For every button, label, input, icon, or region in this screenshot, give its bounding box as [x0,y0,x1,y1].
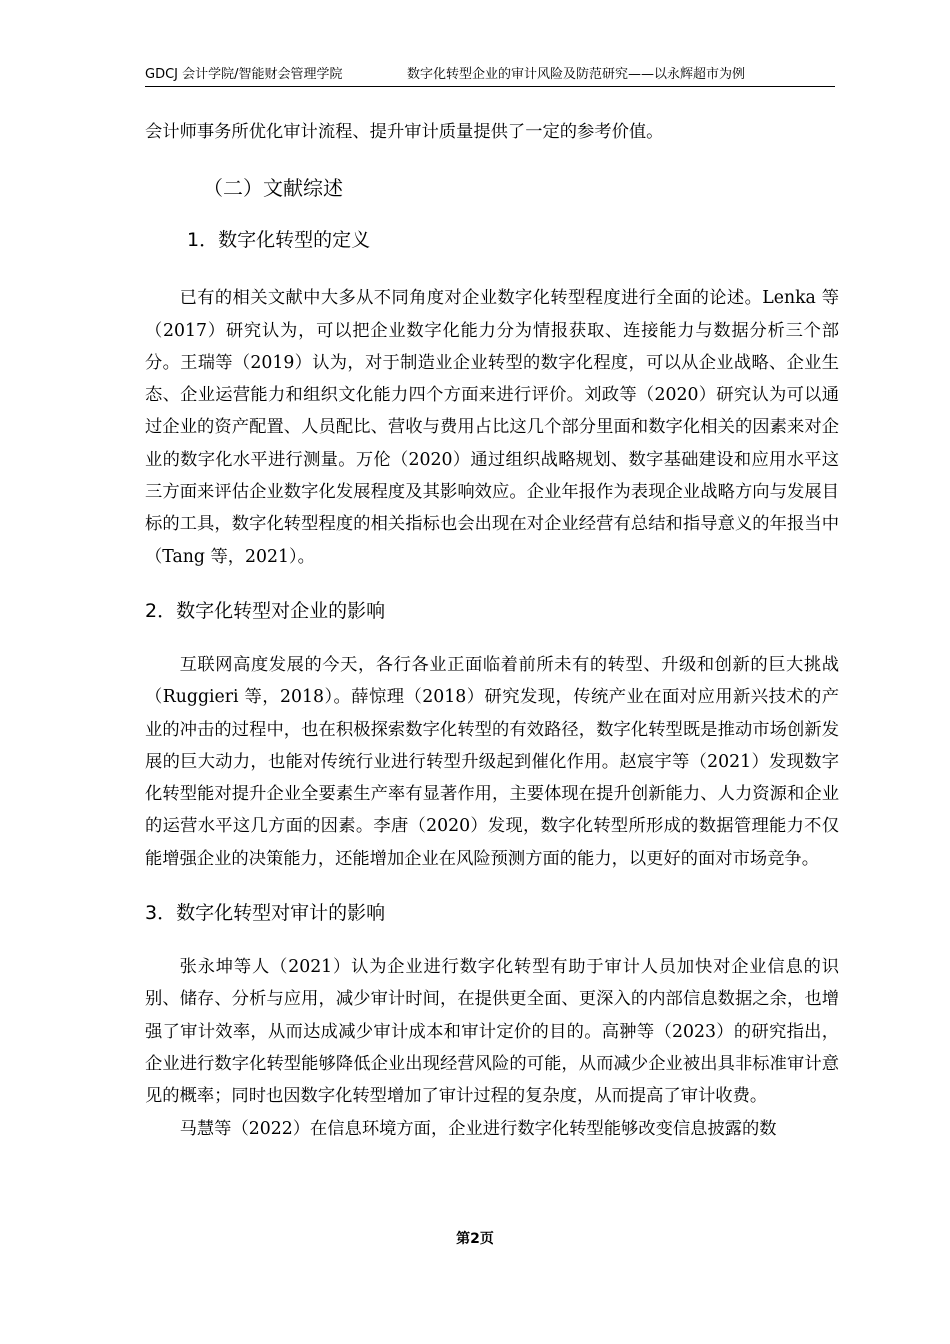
header-institution: GDCJ 会计学院/智能财会管理学院 [145,67,343,82]
header-paper-title: 数字化转型企业的审计风险及防范研究——以永辉超市为例 [407,67,746,82]
paragraph-impact-on-audit-2: 马慧等（2022）在信息环境方面，企业进行数字化转型能够改变信息披露的数 [179,1118,777,1139]
subsection-heading-definition: 1．数字化转型的定义 [187,229,371,252]
paragraph-definition: 已有的相关文献中大多从不同角度对企业数字化转型程度进行全面的论述。Lenka 等（2017）研究认为，可以把企业数字化能力分为情报获取、连接能力与数据分析三个部分。王瑞等（2019）认为，对于制造业企业转型的数字化程度，可以从企业战略、企业生态、企业运营能力和组织文化能力四个方面来进行评价。刘政等（2020）研究认为可以通过企业的资产配置、人员配比、营收与费用占比这几个部分里面和数字化相关的因素来对企业的数字化水平进行测量。万伦（2020）通过组织战略规划、数字基础建设和应用水平这三方面来评估企业数字化发展程度及其影响效应。企业年报作为表现企业战略方向与发展目标的工具，数字化转型程度的相关指标也会出现在对企业经营有总结和指导意义的年报当中（Tang 等，2021）。 [145,288,839,567]
paragraph-impact-on-enterprises: 互联网高度发展的今天，各行各业正面临着前所未有的转型、升级和创新的巨大挑战（Ruggieri 等，2018）。薛惊理（2018）研究发现，传统产业在面对应用新兴技术的产业的冲击的过程中，也在积极探索数字化转型的有效路径，数字化转型既是推动市场创新发展的巨大动力，也能对传统行业进行转型升级起到催化作用。赵宸宇等（2021）发现数字化转型能对提升企业全要素生产率有显著作用，主要体现在提升创新能力、人力资源和企业的运营水平这几方面的因素。李唐（2020）发现，数字化转型所形成的数据管理能力不仅能增强企业的决策能力，还能增加企业在风险预测方面的能力，以更好的面对市场竞争。 [145,654,839,869]
page-number: 第2页 [456,1231,494,1247]
section-heading-literature-review: （二）文献综述 [203,176,343,201]
intro-tail-paragraph: 会计师事务所优化审计流程、提升审计质量提供了一定的参考价值。 [145,122,664,142]
page-body [145,116,839,1145]
subsection-heading-impact-on-enterprises: 2．数字化转型对企业的影响 [145,599,386,622]
paragraph-impact-on-audit-1: 张永坤等人（2021）认为企业进行数字化转型有助于审计人员加快对企业信息的识别、储存、分析与应用，减少审计时间，在提供更全面、更深入的内部信息数据之余，也增强了审计效率，从而达成减少审计成本和审计定价的目的。高翀等（2023）的研究指出，企业进行数字化转型能够降低企业出现经营风险的可能，从而减少企业被出具非标准审计意见的概率；同时也因数字化转型增加了审计过程的复杂度，从而提高了审计收费。 [145,957,839,1107]
running-header [145,66,835,87]
subsection-heading-impact-on-audit: 3．数字化转型对审计的影响 [145,902,386,925]
